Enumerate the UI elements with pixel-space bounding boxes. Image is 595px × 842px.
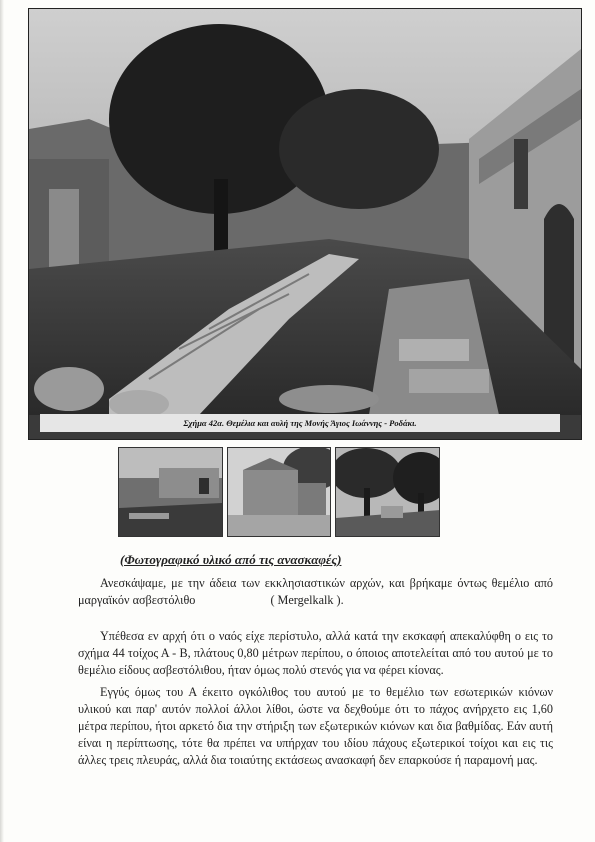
figure-caption: Σχήμα 42α. Θεμέλια και αυλή της Μονής Άγιος Ιωάννης - Ροδάκι. (40, 414, 560, 432)
thumbnail-trees-ruins (335, 447, 440, 537)
main-photo-monastery-courtyard (28, 8, 582, 440)
scan-edge-shadow (0, 0, 4, 842)
paragraph-peristyle-hypothesis (78, 628, 553, 679)
paragraph-1-term: ( Mergelkalk ). (270, 593, 344, 607)
thumbnail-excavation-courtyard (118, 447, 223, 537)
paragraph-1-text: Ανεσκάψαμε, με την άδεια των εκκλησιαστικών αρχών, και βρήκαμε όντως θεμέλιο από μαργαϊκόν ασβεστόλιθο (78, 576, 553, 607)
paragraph-excavation-permission (78, 575, 553, 609)
paragraph-3-text: Εγγύς όμως του Α έκειτο ογκόλιθος του αυτού με το θεμέλιο των εσωτερικών κιόνων υλικού και παρ' αυτόν πολλοί άλλοι λίθοι, ώστε να δεχθούμε ότι το πάχος ανήρχετο εις 1,60 μέτρα περίπου, ήτοι αρκετό δια την στήριξη των εξωτερικών κιόνων και δια βαθμίδας. Εάν αυτή είναι η περίπτωσης, τότε θα πρέπει να υπήρχαν του ιδίου πάχους εξωτερικοί τοίχοι και εις τις άλλες τρεις πλευράς, αλλά δια τοιαύτης εκτάσεως ανασκαφή δεν επαρκούσε ή παραμονή μας. (78, 685, 553, 767)
paragraph-2-text: Υπέθεσα εν αρχή ότι ο ναός είχε περίστυλο, αλλά κατά την εκσκαφή απεκαλύφθη ο εις το σχήμα 44 τοίχος Α - Β, πλάτους 0,80 μέτρων περίπου, ο όποιος αποτελείται από του αυτού με το θεμέλιο είδους ασβεστόλιθου, ήταν όμως πολύ στενός για να φέρει κίονας. (78, 629, 553, 677)
thumbnail-strip (118, 447, 440, 537)
section-heading: (Φωτογραφικό υλικό από τις ανασκαφές) (120, 552, 342, 567)
paragraph-monolith-thickness (78, 684, 553, 769)
thumbnail-stone-building (227, 447, 332, 537)
